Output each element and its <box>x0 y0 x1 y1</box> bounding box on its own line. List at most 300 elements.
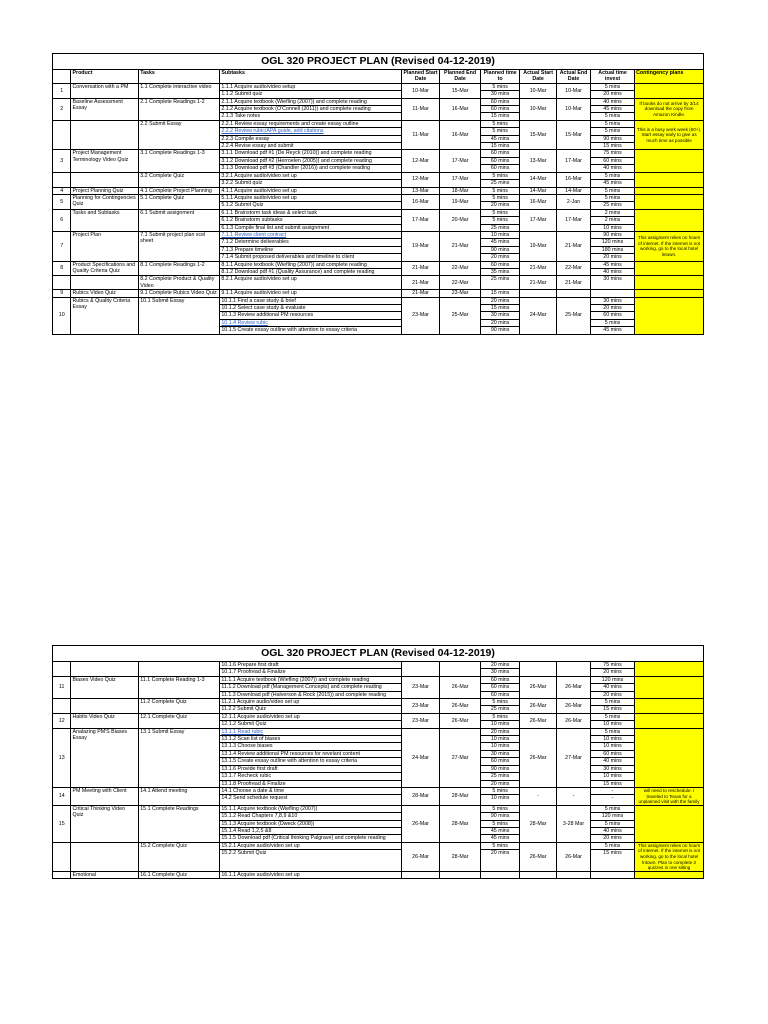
planned-start-cell: 23-Mar <box>402 713 440 728</box>
planned-time-item: 5 mins <box>481 820 519 827</box>
product-cell: Rubics Video Quiz <box>71 290 139 297</box>
product-cell: Product Specifications and Quality Criteria Quiz <box>71 261 139 276</box>
subtask-item: 13.1.6 Provide first draft <box>220 765 401 772</box>
subtask-item: 2.1.3 Take notes <box>220 112 401 119</box>
planned-time-cell <box>481 713 520 728</box>
actual-time-cell <box>590 290 634 297</box>
subtasks-cell <box>220 120 402 150</box>
task-cell: 4.1 Complete Project Planning <box>139 187 220 194</box>
planned-time-item: 5 mins <box>492 120 508 127</box>
planned-end-cell: 22-Mar <box>440 261 481 276</box>
task-cell: 8.2 Complete Product & Quality Video <box>139 276 220 290</box>
planned-end-cell: 21-Mar <box>440 231 481 261</box>
plan-sheet-1 <box>52 53 704 335</box>
subtasks-cell <box>220 194 402 209</box>
planned-time-item: 60 mins <box>490 98 510 105</box>
subtask-item: 10.1.1 Find a case study & brief <box>221 297 296 304</box>
header-planned-time: Planned time to <box>481 70 520 84</box>
planned-time-item: 60 mins <box>490 150 510 157</box>
contingency-cell: If books do not arrive by 3/14 download the copy from Amazon Kindle. <box>635 98 704 120</box>
subtask-item: 5.1.2 Submit Quiz <box>220 201 401 208</box>
planned-start-cell: 24-Mar <box>402 728 440 787</box>
row-number: 13 <box>53 728 71 787</box>
product-cell: Project Management Terminology Video Quiz <box>71 150 139 172</box>
contingency-cell <box>635 290 704 297</box>
actual-time-cell <box>590 209 634 231</box>
row-number: 6 <box>53 209 71 231</box>
row-number: 12 <box>53 713 71 728</box>
subtasks-cell <box>220 150 402 172</box>
actual-time-item: 90 mins <box>603 231 622 238</box>
subtask-item: 4.1.1 Acquire audio/video set up <box>221 187 297 194</box>
subtask-item: 6.1.2 Brainstorm subtasks <box>220 216 401 223</box>
contingency-cell <box>635 297 704 334</box>
subtasks-cell <box>220 98 402 120</box>
row-number <box>53 276 71 290</box>
row-number: 8 <box>53 261 71 276</box>
row-number: 14 <box>53 787 71 805</box>
task-cell: 2.2 Submit Essay <box>139 120 220 150</box>
actual-time-cell <box>590 662 634 677</box>
actual-time-item: 10 mins <box>591 720 634 727</box>
subtasks-cell <box>220 787 402 805</box>
subtask-item: 7.1.4 Submit proposed deliverables and timeline to client <box>220 253 401 260</box>
actual-time-cell <box>590 699 634 714</box>
planned-start-cell: 12-Mar <box>402 150 440 172</box>
actual-time-item: 15 mins <box>591 142 634 149</box>
planned-time-item: 15 mins <box>481 304 519 311</box>
actual-time-item: 15 mins <box>591 780 634 787</box>
actual-end-cell: 22-Mar <box>557 261 591 276</box>
plan-table-2 <box>52 661 704 879</box>
actual-start-cell: 26-Mar <box>520 699 557 714</box>
table-row <box>53 662 704 677</box>
subtask-item: 10.1.5 Create essay outline with attention to essay criteria <box>220 326 401 333</box>
actual-time-item: 40 mins <box>603 98 622 105</box>
planned-time-cell <box>481 290 520 297</box>
actual-time-item: 5 mins <box>604 120 621 127</box>
actual-time-item: 20 mins <box>591 253 634 260</box>
table-row <box>53 842 704 871</box>
planned-time-item: 20 mins <box>481 780 519 787</box>
subtask-item: 3.1.3 Download pdf #3 (Chandler (2016)) and complete reading <box>220 164 401 171</box>
header-actual-start: Actual Start Date <box>520 70 557 84</box>
planned-end-cell <box>440 871 481 878</box>
planned-time-item: 10 mins <box>481 735 519 742</box>
subtasks-cell <box>220 842 402 871</box>
actual-time-item: 40 mins <box>591 757 634 764</box>
subtasks-cell <box>220 209 402 231</box>
actual-time-item: 2 mins <box>591 216 634 223</box>
actual-time-item: 45 mins <box>591 105 634 112</box>
actual-time-cell <box>590 713 634 728</box>
header-product: Product <box>71 70 139 84</box>
planned-time-item: 25 mins <box>490 276 510 283</box>
planned-time-item: 20 mins <box>481 201 519 208</box>
planned-time-item: 5 mins <box>492 787 508 794</box>
actual-time-item: 5 mins <box>604 187 621 194</box>
row-number: 9 <box>53 290 71 297</box>
actual-time-item: 5 mins <box>604 83 621 90</box>
contingency-cell: This assigment relies on hours of internet. If the internet is not working, go to the local hotel lntown. <box>635 231 704 261</box>
planned-time-item: 15 mins <box>481 112 519 119</box>
table-row <box>53 699 704 714</box>
task-cell: 12.1 Complete Quiz <box>139 713 220 728</box>
subtask-item: 1.1.2 Submit quiz <box>220 90 401 97</box>
subtasks-cell <box>220 172 402 187</box>
actual-time-item: 120 mins <box>591 238 634 245</box>
subtask-item: 14.2 Send schedule request <box>220 794 401 801</box>
planned-time-cell <box>481 172 520 187</box>
actual-start-cell: 10-Mar <box>520 98 557 120</box>
header-num <box>53 70 71 84</box>
planned-start-cell: 26-Mar <box>402 805 440 842</box>
planned-time-item: 60 mins <box>481 683 519 690</box>
subtask-item: 13.1.1 Read rubic <box>221 728 264 735</box>
planned-time-item: 30 mins <box>481 750 519 757</box>
actual-time-cell <box>590 297 634 334</box>
product-cell: Project Planning Quiz <box>71 187 139 194</box>
planned-time-item: 25 mins <box>481 772 519 779</box>
actual-time-item: 90 mins <box>591 135 634 142</box>
planned-start-cell: 12-Mar <box>402 172 440 187</box>
table-row <box>53 787 704 805</box>
table-row <box>53 187 704 194</box>
planned-end-cell: 28-Mar <box>440 805 481 842</box>
product-cell <box>71 842 139 871</box>
actual-end-cell: 10-Mar <box>557 98 591 120</box>
subtask-item: 10.1.7 Proofread & Finalize <box>220 668 401 675</box>
row-number <box>53 662 71 677</box>
actual-end-cell: 3-28 Mar <box>557 805 591 842</box>
planned-start-cell: 19-Mar <box>402 231 440 261</box>
planned-end-cell: 17-Mar <box>440 150 481 172</box>
contingency-cell <box>635 83 704 98</box>
planned-time-item: 25 mins <box>481 705 519 712</box>
subtask-item: 14.1 Choose a date & time <box>221 787 285 794</box>
subtasks-cell <box>220 290 402 297</box>
table-row <box>53 172 704 187</box>
subtask-item: 12.1.1 Acquire audio/video set up <box>221 713 300 720</box>
planned-time-item: 5 mins <box>492 699 508 706</box>
table-row <box>53 209 704 231</box>
plan-sheet-2 <box>52 645 704 879</box>
row-number <box>53 842 71 871</box>
actual-time-cell <box>590 276 634 290</box>
planned-time-cell <box>481 297 520 334</box>
subtask-item: 8.1.1 Acquire textbook (Wiefling (2007)) and complete reading <box>221 261 367 268</box>
table-row <box>53 194 704 209</box>
subtasks-cell <box>220 713 402 728</box>
planned-start-cell: 13-Mar <box>402 187 440 194</box>
header-row <box>53 70 704 84</box>
actual-time-item: 2 mins <box>604 209 621 216</box>
planned-time-item: 10 mins <box>481 742 519 749</box>
actual-time-cell <box>590 805 634 842</box>
header-tasks: Tasks <box>139 70 220 84</box>
actual-time-item: 5 mins <box>591 319 634 326</box>
actual-time-cell <box>590 787 634 805</box>
actual-time-item: 5 mins <box>604 713 621 720</box>
planned-time-item: 5 mins <box>492 713 508 720</box>
row-number: 11 <box>53 676 71 698</box>
row-number <box>53 871 71 878</box>
subtasks-cell <box>220 662 402 677</box>
actual-end-cell: 25-Mar <box>557 297 591 334</box>
planned-time-item: 20 mins <box>490 662 510 668</box>
planned-time-item: 15 mins <box>481 142 519 149</box>
actual-time-item: 15 mins <box>591 705 634 712</box>
actual-time-item: 10 mins <box>591 224 634 231</box>
subtask-item: 8.2.1 Acquire audio/video set up <box>221 276 297 283</box>
row-number <box>53 120 71 150</box>
table-row <box>53 120 704 150</box>
actual-end-cell <box>557 871 591 878</box>
actual-time-item: 75 mins <box>603 150 622 157</box>
actual-start-cell: 26-Mar <box>520 842 557 871</box>
planned-time-item: 20 mins <box>490 728 510 735</box>
table-row <box>53 231 704 261</box>
table-row <box>53 805 704 842</box>
planned-start-cell <box>402 662 440 677</box>
task-cell: 15.2 Complete Quiz <box>139 842 220 871</box>
sheet-title: OGL 320 PROJECT PLAN (Revised 04-12-2019) <box>52 53 704 69</box>
actual-time-cell <box>590 842 634 871</box>
planned-time-item: 45 mins <box>481 238 519 245</box>
subtasks-cell <box>220 261 402 276</box>
actual-time-item: 20 mins <box>591 668 634 675</box>
actual-time-cell <box>590 231 634 261</box>
actual-time-item: 60 mins <box>591 311 634 318</box>
subtasks-cell <box>220 805 402 842</box>
planned-time-cell <box>481 194 520 209</box>
subtasks-cell <box>220 728 402 787</box>
planned-time-cell <box>481 676 520 698</box>
planned-end-cell: 16-Mar <box>440 98 481 120</box>
planned-time-item: 60 mins <box>481 757 519 764</box>
planned-time-item: 35 mins <box>481 268 519 275</box>
row-number: 15 <box>53 805 71 842</box>
contingency-cell <box>635 699 704 714</box>
table-row <box>53 713 704 728</box>
actual-end-cell: 14-Mar <box>557 187 591 194</box>
actual-time-cell <box>590 728 634 787</box>
contingency-cell: will need to reschedule. I traveled to Texas for a unplanned visit with the family <box>635 787 704 805</box>
contingency-cell <box>635 194 704 209</box>
subtask-item: 2.1.1 Acquire textbook (Wiefling (2007)) and complete reading <box>221 98 367 105</box>
actual-start-cell: 21-Mar <box>520 261 557 276</box>
task-cell: 11.1 Complete Reading 1-3 <box>139 676 220 698</box>
planned-start-cell: 21-Mar <box>402 261 440 276</box>
product-cell: Biases Video Quiz <box>71 676 139 698</box>
actual-start-cell: 19-Mar <box>520 231 557 261</box>
actual-time-cell <box>590 187 634 194</box>
actual-end-cell: 21-Mar <box>557 231 591 261</box>
planned-start-cell: 10-Mar <box>402 83 440 98</box>
actual-start-cell: 26-Mar <box>520 676 557 698</box>
planned-time-item: 10 mins <box>481 720 519 727</box>
task-cell: 11.2 Complete Quiz <box>139 699 220 714</box>
planned-end-cell: 18-Mar <box>440 187 481 194</box>
subtasks-cell <box>220 187 402 194</box>
row-number: 10 <box>53 297 71 334</box>
subtask-item: 13.1.7 Recheck rubic <box>220 772 401 779</box>
subtask-item: 5.1.1 Acquire audio/video set up <box>221 194 297 201</box>
planned-time-cell <box>481 231 520 261</box>
table-row <box>53 871 704 878</box>
actual-time-cell <box>590 172 634 187</box>
planned-start-cell: 28-Mar <box>402 787 440 805</box>
contingency-cell <box>635 662 704 677</box>
table-row <box>53 728 704 787</box>
contingency-cell <box>635 713 704 728</box>
planned-time-item: 60 mins <box>490 676 510 683</box>
subtask-item: 12.1.2 Submit Quiz <box>220 720 401 727</box>
product-cell <box>71 662 139 677</box>
actual-start-cell: 14-Mar <box>520 187 557 194</box>
subtasks-cell <box>220 871 402 878</box>
planned-start-cell: 11-Mar <box>402 120 440 150</box>
actual-time-item: 25 mins <box>591 201 634 208</box>
task-cell: 8.1 Complete Readings 1-2 <box>139 261 220 276</box>
product-cell: PM Meeting with Client <box>71 787 139 805</box>
planned-time-item: 45 mins <box>481 834 519 841</box>
header-actual-end: Actual End Date <box>557 70 591 84</box>
planned-time-cell <box>481 787 520 805</box>
subtask-item: 11.1.3 Download pdf (Halverson & Rock (2015)) and complete reading <box>220 691 401 698</box>
planned-end-cell: 22-Mar <box>440 276 481 290</box>
table-row <box>53 276 704 290</box>
planned-time-item: 5 mins <box>492 805 508 812</box>
planned-time-item: 5 mins <box>492 842 508 849</box>
subtask-item: 13.1.5 Create essay outline with attention to essay criteria <box>220 757 401 764</box>
planned-end-cell: 17-Mar <box>440 172 481 187</box>
row-number: 4 <box>53 187 71 194</box>
actual-time-item: 20 mins <box>591 691 634 698</box>
planned-time-cell <box>481 276 520 290</box>
actual-start-cell <box>520 871 557 878</box>
actual-end-cell: 27-Mar <box>557 728 591 787</box>
task-cell: 14.1 Attend meeting <box>139 787 220 805</box>
actual-time-item: 5 mins <box>591 127 634 134</box>
actual-end-cell: 26-Mar <box>557 699 591 714</box>
subtasks-cell <box>220 231 402 261</box>
product-cell: Conversation with a PM <box>71 83 139 98</box>
subtask-item: 15.1.5 Download pdf (Critical thinking Palgrave) and complete reading <box>220 834 401 841</box>
table-row <box>53 98 704 120</box>
product-cell <box>71 699 139 714</box>
product-cell: Critical Thinking Video Quiz <box>71 805 139 842</box>
table-row <box>53 150 704 172</box>
actual-start-cell: 10-Mar <box>520 83 557 98</box>
subtask-item: 3.1.2 Download pdf #2 (Herroelen (2005)) and complete reading <box>220 157 401 164</box>
actual-time-item: 120 mins <box>591 812 634 819</box>
actual-time-item: 40 mins <box>591 683 634 690</box>
header-planned-end: Planned End Date <box>440 70 481 84</box>
subtask-item: 13.1.4 Review additional PM resources for revelant content <box>220 750 401 757</box>
subtask-item: 9.1.1 Acquire audio/video set up <box>221 290 297 297</box>
actual-time-cell <box>590 194 634 209</box>
planned-time-cell <box>481 871 520 878</box>
task-cell <box>139 662 220 677</box>
planned-time-item: 30 mins <box>481 311 519 318</box>
planned-time-cell <box>481 728 520 787</box>
subtask-item: 15.2.2 Submit Quiz <box>220 849 401 856</box>
planned-start-cell <box>402 871 440 878</box>
planned-end-cell: 28-Mar <box>440 842 481 871</box>
subtask-item: 10.1.3 Review additional PM resources <box>220 311 401 318</box>
planned-time-item: 60 mins <box>481 105 519 112</box>
subtasks-cell <box>220 699 402 714</box>
subtask-item: 11.1.2 Download pdf (Management Concepts) and complete reading <box>220 683 401 690</box>
planned-time-item: 5 mins <box>492 209 508 216</box>
actual-time-cell <box>590 261 634 276</box>
row-number: 2 <box>53 98 71 120</box>
actual-time-cell <box>590 120 634 150</box>
planned-end-cell: 15-Mar <box>440 83 481 98</box>
planned-time-cell <box>481 699 520 714</box>
planned-time-item: 45 mins <box>481 827 519 834</box>
actual-time-item: - <box>591 794 634 801</box>
contingency-cell: This assigment relies on hours of internet. If the internet is not working, go to the local hotel lntown. Plan to complete 3 quizzes in one sitting <box>635 842 704 871</box>
actual-start-cell: 14-Mar <box>520 172 557 187</box>
product-cell: Emotional <box>71 871 139 878</box>
subtask-item: 16.1.1 Acquire audio/video set up <box>221 871 300 878</box>
planned-start-cell: 17-Mar <box>402 209 440 231</box>
subtask-item: 15.2.1 Acquire audio/video set up <box>221 842 300 849</box>
subtask-item: 2.2.2 Review rubic/APA guide, add citations <box>220 127 401 134</box>
actual-start-cell: 26-Mar <box>520 728 557 787</box>
table-row <box>53 261 704 276</box>
row-number <box>53 172 71 187</box>
actual-time-cell <box>590 83 634 98</box>
task-cell: 10.1 Submit Essay <box>139 297 220 334</box>
subtask-item: 2.1.2 Acquire textbook (O'Connell (2011)) and complete reading <box>220 105 401 112</box>
subtask-item: 3.2.2 Submit quiz <box>220 179 401 186</box>
subtask-item: 11.2.1 Acquire audio/video set up <box>221 699 300 706</box>
planned-end-cell: 25-Mar <box>440 297 481 334</box>
task-cell: 1.1 Complete interactive video <box>139 83 220 98</box>
actual-start-cell: - <box>520 787 557 805</box>
contingency-cell <box>635 728 704 787</box>
planned-time-item: 5 mins <box>492 194 508 201</box>
actual-time-item: 120 mins <box>601 676 624 683</box>
planned-time-cell <box>481 662 520 677</box>
subtasks-cell <box>220 297 402 334</box>
contingency-cell <box>635 261 704 276</box>
subtask-item: 7.1.1 Review client contract <box>221 231 287 238</box>
subtask-item: 15.1.2 Read Chapters 7,8,9 &10 <box>220 812 401 819</box>
planned-start-cell: 23-Mar <box>402 297 440 334</box>
plan-table-1 <box>52 69 704 335</box>
subtask-item: 7.1.2 Determine deliverables <box>220 238 401 245</box>
actual-time-item: 60 mins <box>591 157 634 164</box>
task-cell: 6.1 Submit assignment <box>139 209 220 231</box>
planned-time-cell <box>481 98 520 120</box>
contingency-cell <box>635 172 704 187</box>
task-cell: 15.1 Complete Readings <box>139 805 220 842</box>
actual-time-item: 30 mins <box>591 765 634 772</box>
row-number: 5 <box>53 194 71 209</box>
product-cell: Analazing PM'S Biases Essay <box>71 728 139 787</box>
actual-end-cell: 16-Mar <box>557 172 591 187</box>
planned-time-item: 5 mins <box>492 187 508 194</box>
planned-end-cell: 26-Mar <box>440 676 481 698</box>
planned-time-item: 30 mins <box>481 90 519 97</box>
product-cell: Project Plan <box>71 231 139 261</box>
contingency-cell <box>635 150 704 172</box>
planned-start-cell: 26-Mar <box>402 842 440 871</box>
